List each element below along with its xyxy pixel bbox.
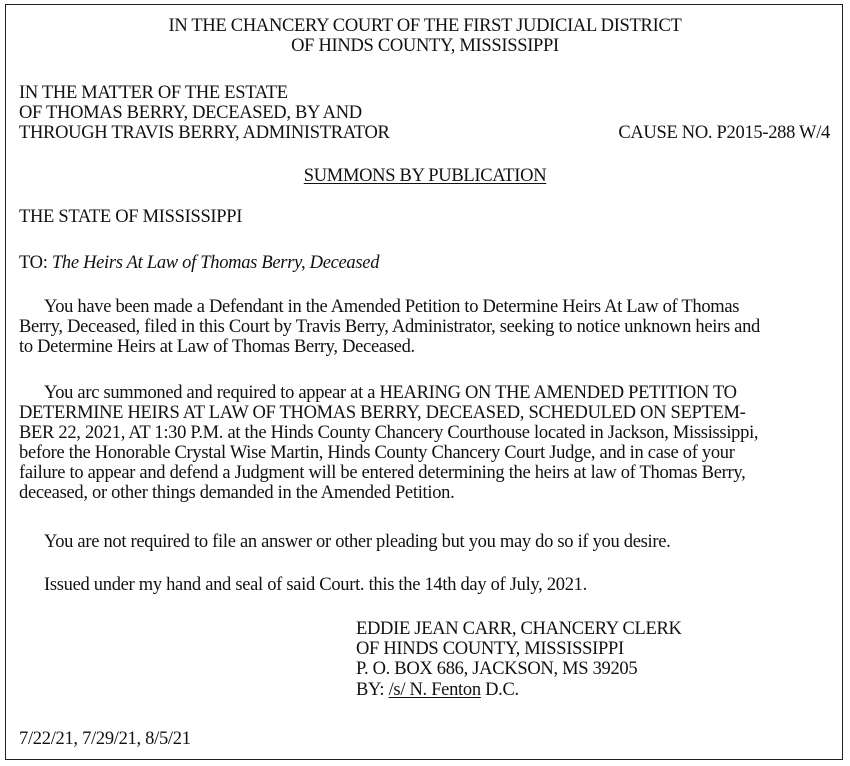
paragraph-1-line-2: Berry, Deceased, filed in this Court by Travis Berry, Administrator, seeking to notice unknown heirs and (19, 317, 760, 337)
by-label: BY: (356, 680, 385, 700)
paragraph-4: Issued under my hand and seal of said Court. this the 14th day of July, 2021. (44, 575, 587, 595)
publication-dates: 7/22/21, 7/29/21, 8/5/21 (19, 729, 191, 749)
matter-line-1: IN THE MATTER OF THE ESTATE (19, 83, 288, 103)
paragraph-2-line-3: BER 22, 2021, AT 1:30 P.M. at the Hinds County Chancery Courthouse located in Jackson, Mississippi, (19, 423, 759, 443)
to-addressee: The Heirs At Law of Thomas Berry, Deceased (51, 253, 380, 273)
paragraph-1-line-3: to Determine Heirs at Law of Thomas Berry, Deceased. (19, 337, 415, 357)
state-line: THE STATE OF MISSISSIPPI (19, 207, 243, 227)
paragraph-2-line-1: You arc summoned and required to appear at a HEARING ON THE AMENDED PETITION TO (44, 383, 737, 403)
paragraph-1-line-1: You have been made a Defendant in the Amended Petition to Determine Heirs At Law of Thomas (44, 297, 740, 317)
matter-line-2: OF THOMAS BERRY, DECEASED, BY AND (19, 103, 362, 123)
signature-by-line (356, 680, 519, 700)
signer-name: /s/ N. Fenton (388, 680, 481, 700)
court-name-line-2: OF HINDS COUNTY, MISSISSIPPI (291, 36, 559, 56)
signature-line-2: OF HINDS COUNTY, MISSISSIPPI (356, 639, 624, 659)
paragraph-3: You are not required to file an answer or other pleading but you may do so if you desire. (44, 532, 671, 552)
signer-suffix: D.C. (485, 680, 519, 700)
paragraph-2-line-4: before the Honorable Crystal Wise Martin, Hinds County Chancery Court Judge, and in case of your (19, 443, 735, 463)
to-line (19, 253, 379, 273)
to-label: TO: (19, 253, 48, 273)
document-heading: SUMMONS BY PUBLICATION (303, 166, 547, 186)
paragraph-2-line-6: deceased, or other things demanded in the Amended Petition. (19, 483, 455, 503)
paragraph-2-line-2: DETERMINE HEIRS AT LAW OF THOMAS BERRY, DECEASED, SCHEDULED ON SEPTEM- (19, 403, 746, 423)
matter-line-3: THROUGH TRAVIS BERRY, ADMINISTRATOR (19, 123, 390, 143)
paragraph-2-line-5: failure to appear and defend a Judgment will be entered determining the heirs at law of Thomas Berry, (19, 463, 746, 483)
signature-line-3: P. O. BOX 686, JACKSON, MS 39205 (356, 659, 638, 679)
cause-number: CAUSE NO. P2015-288 W/4 (618, 123, 830, 143)
signature-line-1: EDDIE JEAN CARR, CHANCERY CLERK (356, 619, 682, 639)
court-name-line-1: IN THE CHANCERY COURT OF THE FIRST JUDICIAL DISTRICT (168, 16, 682, 36)
